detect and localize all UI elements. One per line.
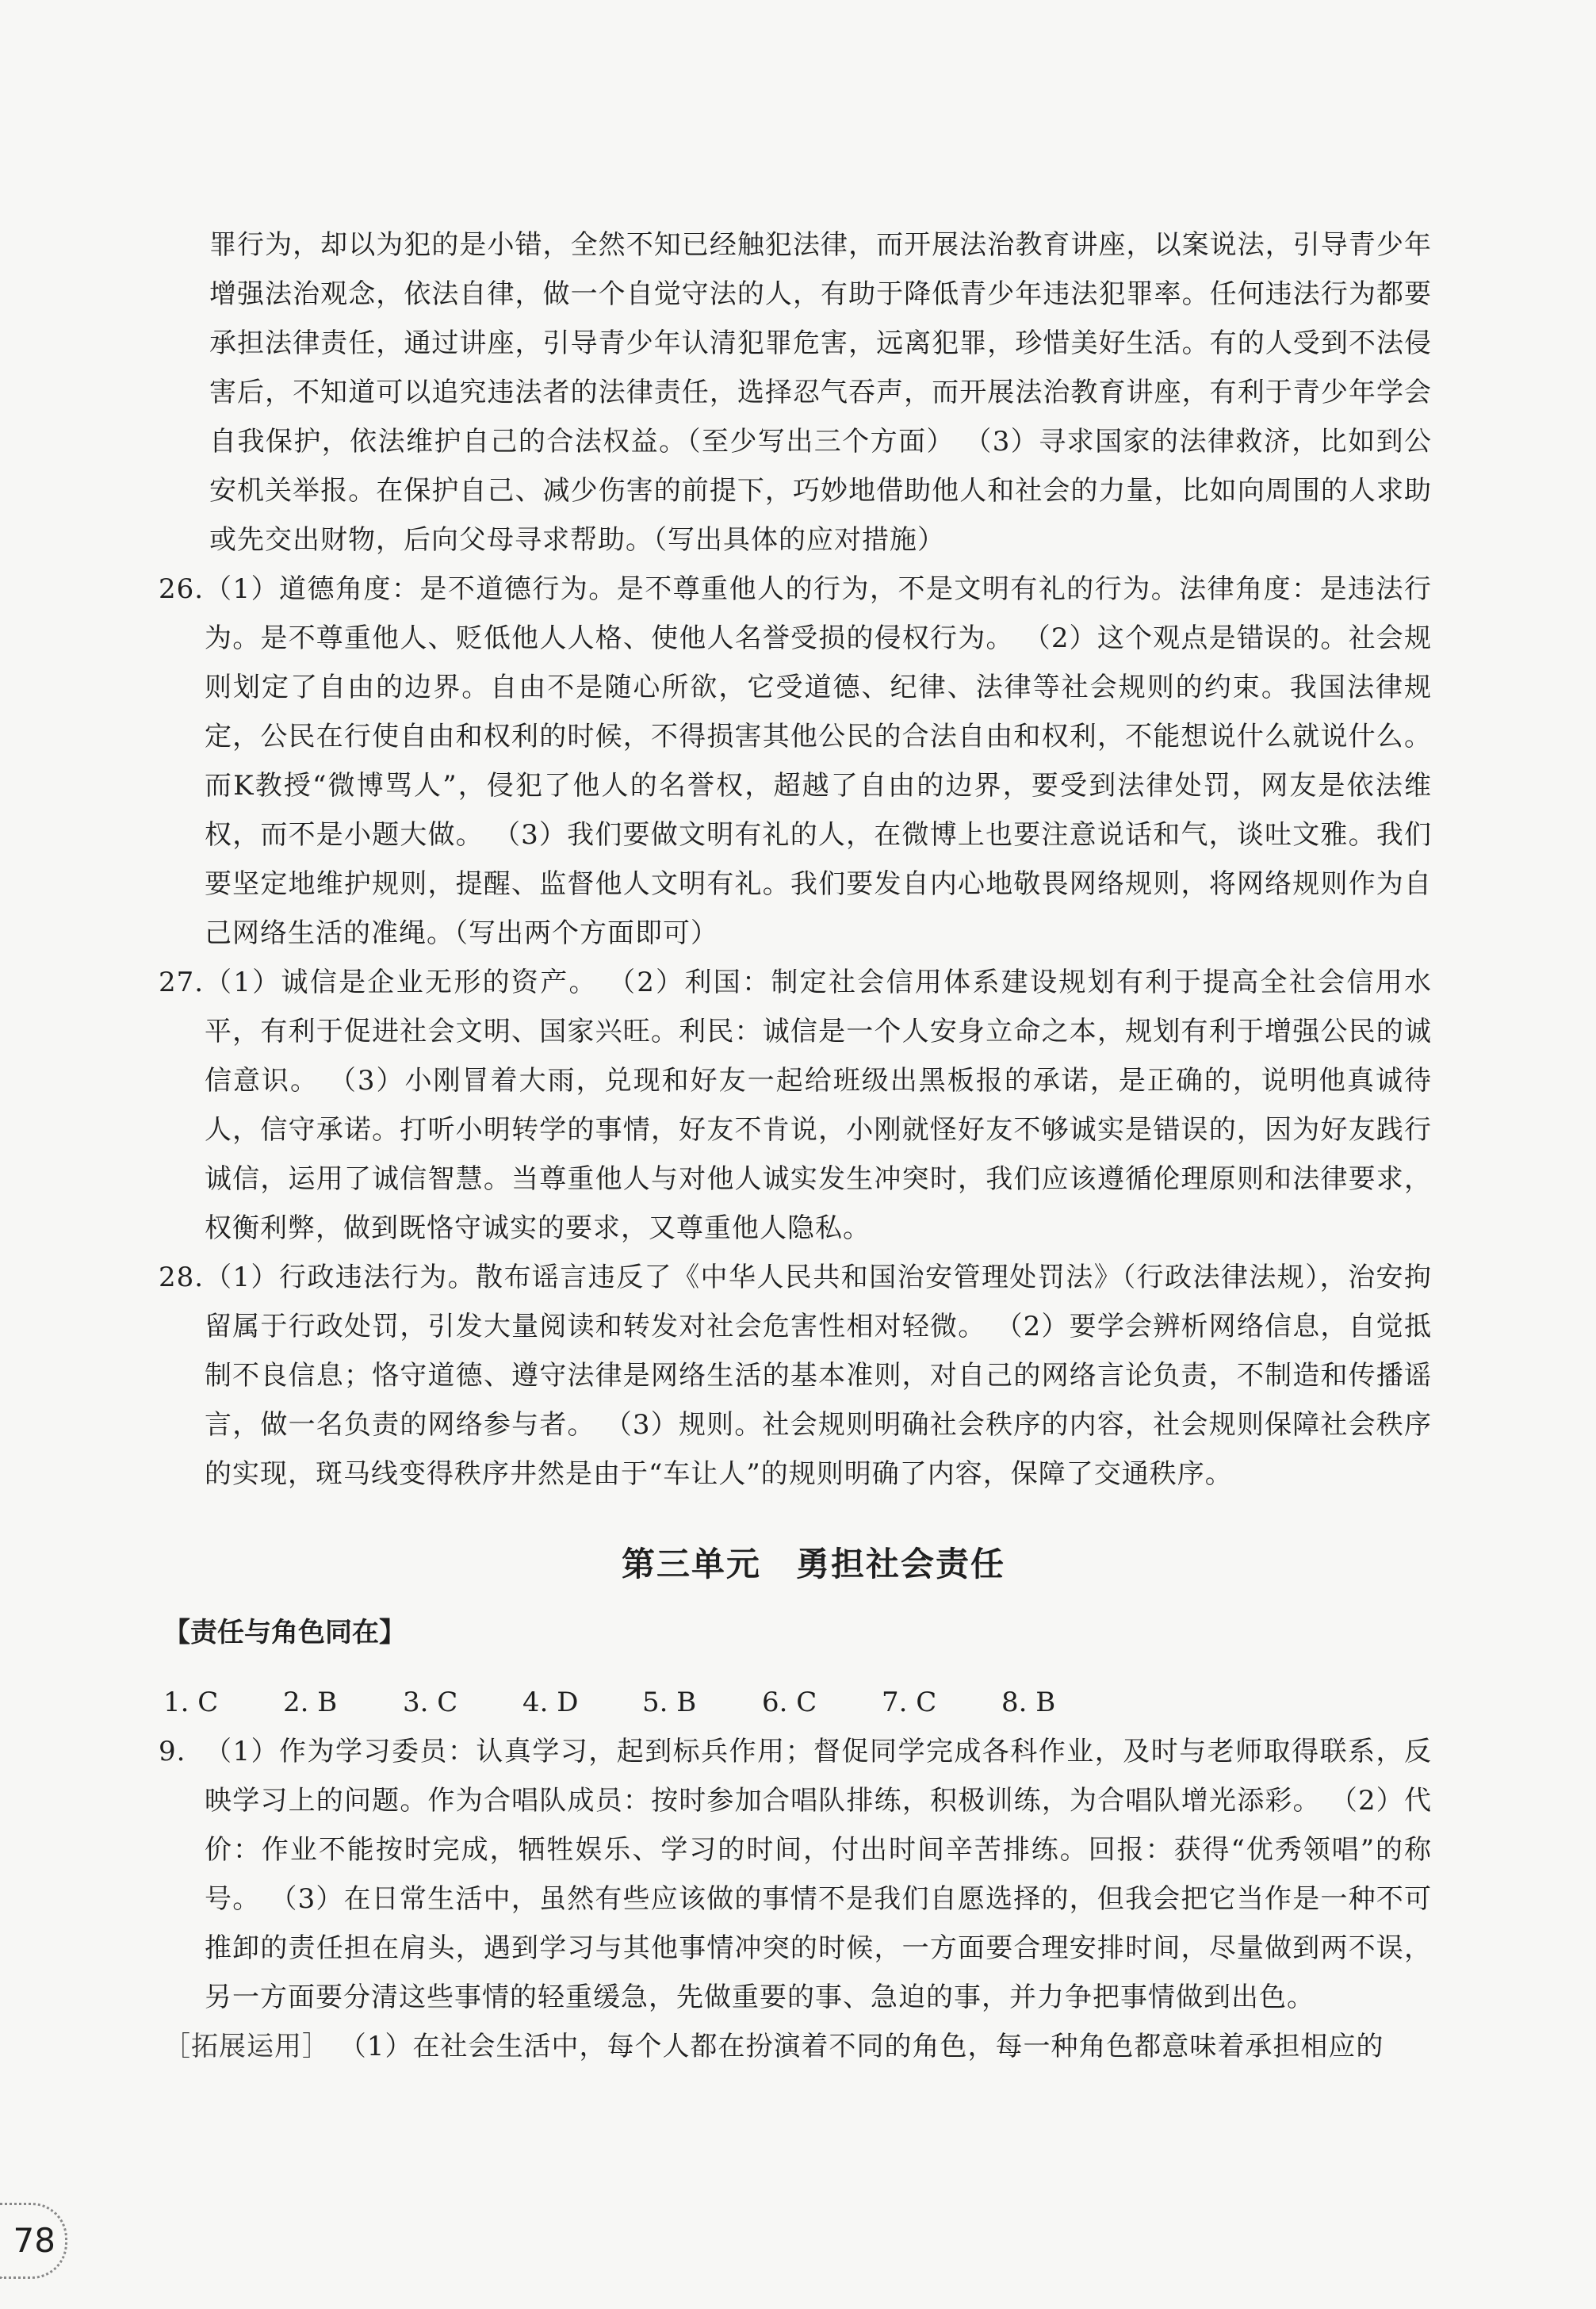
item-number: 9.	[159, 1736, 186, 1767]
unit-title: 第三单元 勇担社会责任	[621, 1545, 1005, 1583]
item-number: 26.	[159, 573, 205, 605]
choice-answer: 2. B	[283, 1687, 338, 1718]
choice-answer: 3. C	[403, 1687, 458, 1718]
item-text: （1）道德角度：是不道德行为。是不尊重他人的行为，不是文明有礼的行为。法律角度：是违法行为。是不尊重他人、贬低他人人格、使他人名誉受损的侵权行为。 （2）这个观点是错误的。社会规则划定了自由的边界。自由不是随心所欲，它受道德、纪律、法律等社会规则的约束。我国法律规定，公民在行使自由和权利的时候，不得损害其他公民的合法自由和权利，不能想说什么就说什么。而K教授“微博骂人”，侵犯了他人的名誉权，超越了自由的边界，要受到法律处罚，网友是依法维权，而不是小题大做。 （3）我们要做文明有礼的人，在微博上也要注意说话和气，谈吐文雅。我们要坚定地维护规则，提醒、监督他人文明有礼。我们要发自内心地敬畏网络规则，将网络规则作为自己网络生活的准绳。（写出两个方面即可）	[205, 573, 1432, 949]
extension-text: （1）在社会生活中，每个人都在扮演着不同的角色，每一种角色都意味着承担相应的	[330, 2031, 1384, 2062]
item-text: （1）作为学习委员：认真学习，起到标兵作用；督促同学完成各科作业，及时与老师取得联系，反映学习上的问题。作为合唱队成员：按时参加合唱队排练，积极训练，为合唱队增光添彩。 （2）代价：作业不能按时完成，牺牲娱乐、学习的时间，付出时间辛苦排练。回报：获得“优秀领唱”的称号。 （3）在日常生活中，虽然有些应该做的事情不是我们自愿选择的，但我会把它当作是一种不可推卸的责任担在肩头，遇到学习与其他事情冲突的时候，一方面要合理安排时间，尽量做到两不误，另一方面要分清这些事情的轻重缓急，先做重要的事、急迫的事，并力争把事情做到出色。	[205, 1736, 1432, 2013]
answer-item-28	[159, 1253, 1432, 1499]
item-text: （1）诚信是企业无形的资产。 （2）利国：制定社会信用体系建设规划有利于提高全社会信用水平，有利于促进社会文明、国家兴旺。利民：诚信是一个人安身立命之本，规划有利于增强公民的诚信意识。 （3）小刚冒着大雨，兑现和好友一起给班级出黑板报的承诺，是正确的，说明他真诚待人，信守承诺。打听小明转学的事情，好友不肯说，小刚就怪好友不够诚实是错误的，因为好友践行诚信，运用了诚信智慧。当尊重他人与对他人诚实发生冲突时，我们应该遵循伦理原则和法律要求，权衡利弊，做到既恪守诚实的要求，又尊重他人隐私。	[205, 967, 1432, 1244]
item-text: （1）行政违法行为。散布谣言违反了《中华人民共和国治安管理处罚法》（行政法律法规），治安拘留属于行政处罚，引发大量阅读和转发对社会危害性相对轻微。 （2）要学会辨析网络信息，自觉抵制不良信息；恪守道德、遵守法律是网络生活的基本准则，对自己的网络言论负责，不制造和传播谣言，做一名负责的网络参与者。 （3）规则。社会规则明确社会秩序的内容，社会规则保障社会秩序的实现，斑马线变得秩序井然是由于“车让人”的规则明确了内容，保障了交通秩序。	[205, 1262, 1432, 1490]
extension-label: ［拓展运用］	[163, 2031, 330, 2062]
choice-answer: 7. C	[882, 1687, 937, 1718]
choice-answer: 5. B	[642, 1687, 697, 1718]
extension-paragraph	[163, 2022, 1432, 2071]
section-title: 【责任与角色同在】	[163, 1617, 406, 1648]
choice-answer: 4. D	[522, 1687, 579, 1718]
continued-paragraph: 罪行为，却以为犯的是小错，全然不知已经触犯法律，而开展法治教育讲座，以案说法，引导青少年增强法治观念，依法自律，做一个自觉守法的人，有助于降低青少年违法犯罪率。任何违法行为都要承担法律责任，通过讲座，引导青少年认清犯罪危害，远离犯罪，珍惜美好生活。有的人受到不法侵害后，不知道可以追究违法者的法律责任，选择忍气吞声，而开展法治教育讲座，有利于青少年学会自我保护，依法维护自己的合法权益。（至少写出三个方面） （3）寻求国家的法律救济，比如到公安机关举报。在保护自己、减少伤害的前提下，巧妙地借助他人和社会的力量，比如向周围的人求助或先交出财物，后向父母寻求帮助。（写出具体的应对措施）	[209, 229, 1432, 556]
page-number: 78	[0, 2203, 67, 2279]
item-number: 28.	[159, 1262, 205, 1293]
choice-answers	[163, 1678, 1432, 1727]
answer-item-26	[159, 565, 1432, 958]
answer-item-9	[159, 1727, 1432, 2022]
choice-answer: 1. C	[163, 1687, 219, 1718]
choice-answer: 8. B	[1001, 1687, 1056, 1718]
answer-item-27	[159, 958, 1432, 1253]
item-number: 27.	[159, 967, 205, 998]
answer-content	[159, 220, 1432, 2071]
choice-answer: 6. C	[762, 1687, 817, 1718]
